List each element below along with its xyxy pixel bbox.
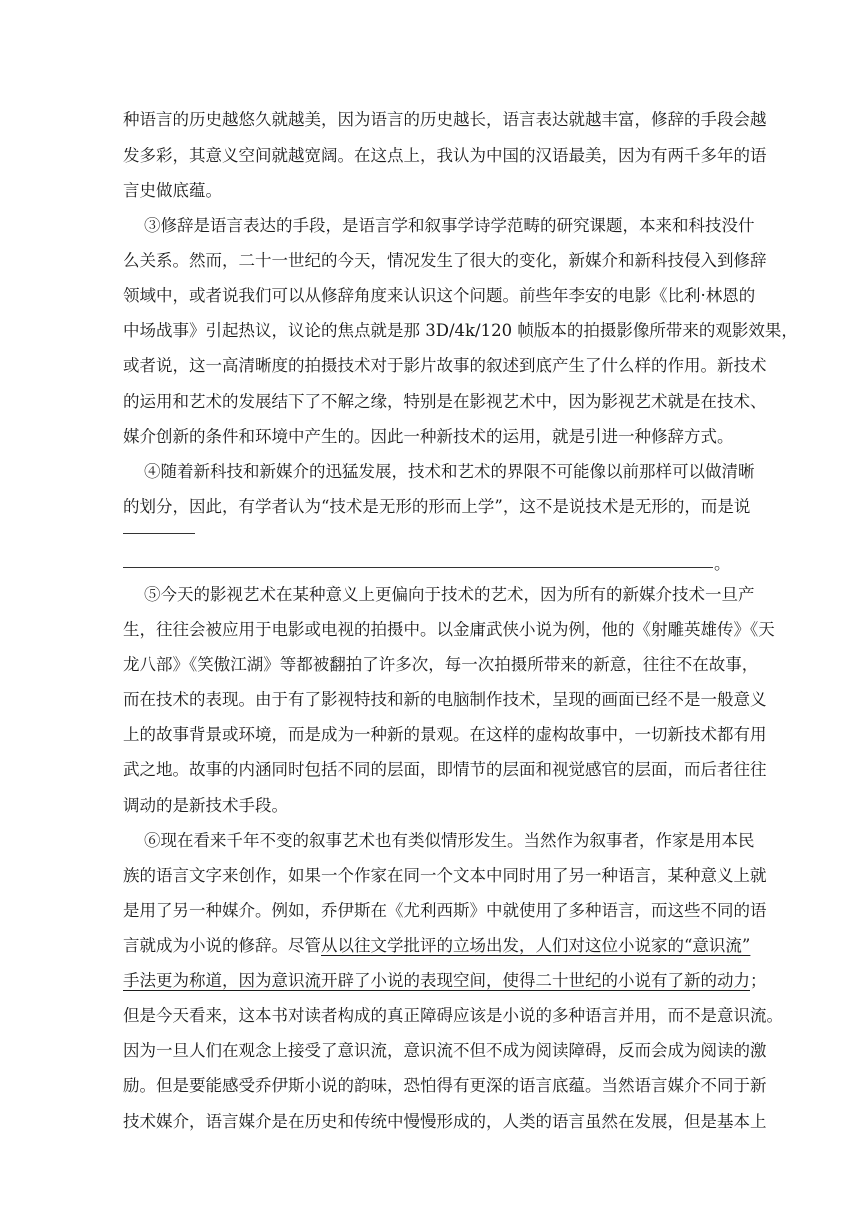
text-line — [123, 934, 751, 958]
text-line: 是用了另一种媒介。例如，乔伊斯在《尤利西斯》中就使用了多种语言，而这些不同的语 — [123, 901, 767, 920]
text-line: 调动的是新技术手段。 — [123, 796, 288, 815]
text-line: ③修辞是语言表达的手段，是语言学和叙事学诗学范畴的研究课题，本来和科技没什 — [144, 216, 755, 235]
text-line: 励。但是要能感受乔伊斯小说的韵味，恐怕得有更深的语言底蕴。当然语言媒介不同于新 — [123, 1076, 767, 1095]
text-line: 族的语言文字来创作，如果一个作家在同一个文本中同时用了另一种语言，某种意义上就 — [123, 866, 767, 885]
text-line: 但是今天看来，这本书对读者构成的真正障碍应该是小说的多种语言并用，而不是意识流。 — [123, 1006, 783, 1025]
text-line: 种语言的历史越悠久就越美，因为语言的历史越长，语言表达就越丰富，修辞的手段会越 — [123, 110, 767, 129]
text-line: 武之地。故事的内涵同时包括不同的层面，即情节的层面和视觉感官的层面，而后者往往 — [123, 760, 767, 779]
text-line: 或者说，这一高清晰度的拍摄技术对于影片故事的叙述到底产生了什么样的作用。新技术 — [123, 356, 767, 375]
fill-in-blank-line — [123, 533, 195, 534]
text-line: 因为一旦人们在观念上接受了意识流，意识流不但不成为阅读障碍，反而会成为阅读的激 — [123, 1041, 767, 1060]
text-line: 生，往往会被应用于电影或电视的拍摄中。以金庸武侠小说为例，他的《射雕英雄传》《天 — [123, 620, 775, 639]
text-line — [123, 969, 767, 993]
underlined-sentence: 手法更为称道，因为意识流开辟了小说的表现空间，使得二十世纪的小说有了新的动力 — [123, 971, 750, 990]
fill-in-blank-line — [123, 567, 713, 568]
text-line: ⑤今天的影视艺术在某种意义上更偏向于技术的艺术，因为所有的新媒介技术一旦产 — [144, 585, 755, 604]
text-line: 而在技术的表现。由于有了影视特技和新的电脑制作技术，呈现的画面已经不是一般意义 — [123, 690, 767, 709]
text-segment: 言就成为小说的修辞。尽管 — [123, 936, 321, 955]
blank-period: 。 — [714, 554, 731, 573]
text-line: 龙八部》《笑傲江湖》等都被翻拍了许多次，每一次拍摄所带来的新意，往往不在故事， — [123, 655, 759, 674]
text-line: 技术媒介，语言媒介是在历史和传统中慢慢形成的，人类的语言虽然在发展，但是基本上 — [123, 1112, 767, 1131]
text-line: 发多彩，其意义空间就越宽阔。在这点上，我认为中国的汉语最美，因为有两千多年的语 — [123, 146, 767, 165]
text-line: 中场战事》引起热议，议论的焦点就是那 3D/4k/120 帧版本的拍摄影像所带来的观影效果， — [123, 321, 798, 340]
text-line: 的运用和艺术的发展结下了不解之缘，特别是在影视艺术中，因为影视艺术就是在技术、 — [123, 392, 767, 411]
text-line: 上的故事背景或环境，而是成为一种新的景观。在这样的虚构故事中，一切新技术都有用 — [123, 725, 767, 744]
text-line: ⑥现在看来千年不变的叙事艺术也有类似情形发生。当然作为叙事者，作家是用本民 — [144, 831, 755, 850]
underlined-sentence: 从以往文学批评的立场出发，人们对这位小说家的“意识流” — [321, 936, 751, 955]
text-line: 媒介创新的条件和环境中产生的。因此一种新技术的运用，就是引进一种修辞方式。 — [123, 427, 734, 446]
text-segment: ； — [750, 971, 767, 990]
text-line: 领域中，或者说我们可以从修辞角度来认识这个问题。前些年李安的电影《比利·林恩的 — [123, 286, 756, 305]
text-line: 言史做底蕴。 — [123, 181, 222, 200]
text-line: 的划分，因此，有学者认为“技术是无形的形而上学”，这不是说技术是无形的，而是说 — [123, 497, 751, 516]
text-line: ④随着新科技和新媒介的迅猛发展，技术和艺术的界限不可能像以前那样可以做清晰 — [144, 462, 755, 481]
text-line: 么关系。然而，二十一世纪的今天，情况发生了很大的变化，新媒介和新科技侵入到修辞 — [123, 251, 767, 270]
